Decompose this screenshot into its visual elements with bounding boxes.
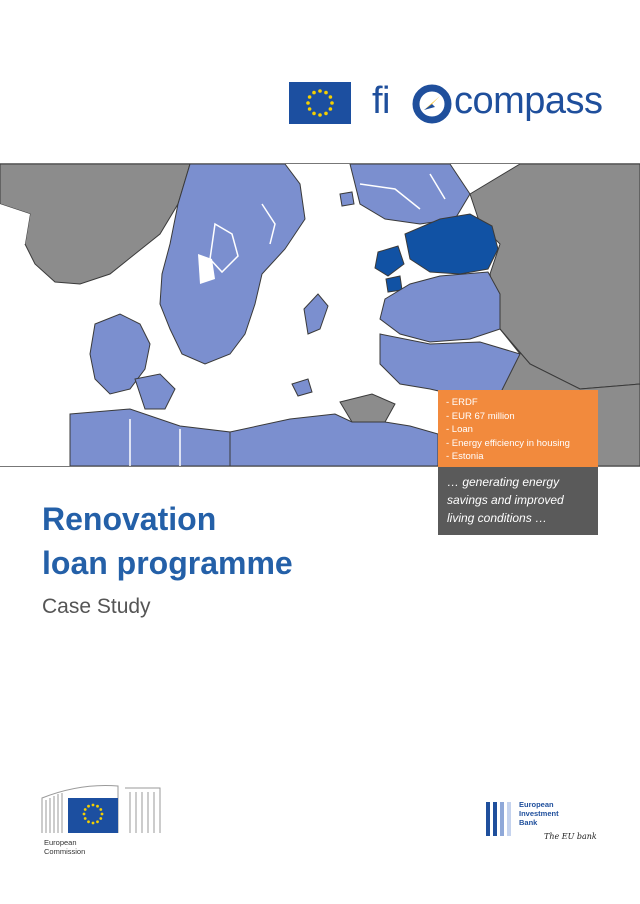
tagline-box [438, 467, 598, 535]
eib-signature: The EU bank [544, 832, 597, 841]
eib-line-2: Investment [519, 809, 559, 818]
european-commission-logo [40, 778, 180, 862]
eu-flag-icon [289, 82, 351, 124]
eu-stars-icon [289, 82, 351, 124]
fi-compass-prefix: fi [372, 80, 390, 122]
tagline-line: savings and improved [447, 493, 564, 507]
eib-line-3: Bank [519, 818, 538, 827]
fact-amount: - EUR 67 million [446, 410, 515, 422]
fact-country: - Estonia [446, 451, 484, 462]
fact-product: - Loan [446, 424, 473, 435]
document-subtitle: Case Study [42, 595, 151, 618]
eib-bars-icon [484, 798, 516, 838]
ec-label [44, 838, 85, 856]
ec-label-line-2: Commission [44, 847, 86, 856]
tagline-line: … generating energy [447, 475, 560, 489]
compass-icon [410, 82, 454, 126]
tagline-line: living conditions … [447, 511, 548, 525]
title-line-1: Renovation [42, 501, 217, 537]
fact-fund: - ERDF [446, 397, 478, 408]
eib-wordmark [519, 800, 559, 827]
ec-label-line-1: European [44, 838, 77, 847]
title-line-2: loan programme [42, 545, 293, 581]
fact-sector: - Energy efficiency in housing [446, 437, 570, 449]
document-title [42, 497, 293, 585]
fi-compass-logo [372, 78, 602, 128]
commission-building-icon [40, 778, 180, 838]
fi-compass-suffix: compass [454, 80, 603, 122]
programme-facts-box [438, 390, 598, 467]
eib-logo [484, 798, 604, 848]
eib-line-1: European [519, 800, 554, 809]
